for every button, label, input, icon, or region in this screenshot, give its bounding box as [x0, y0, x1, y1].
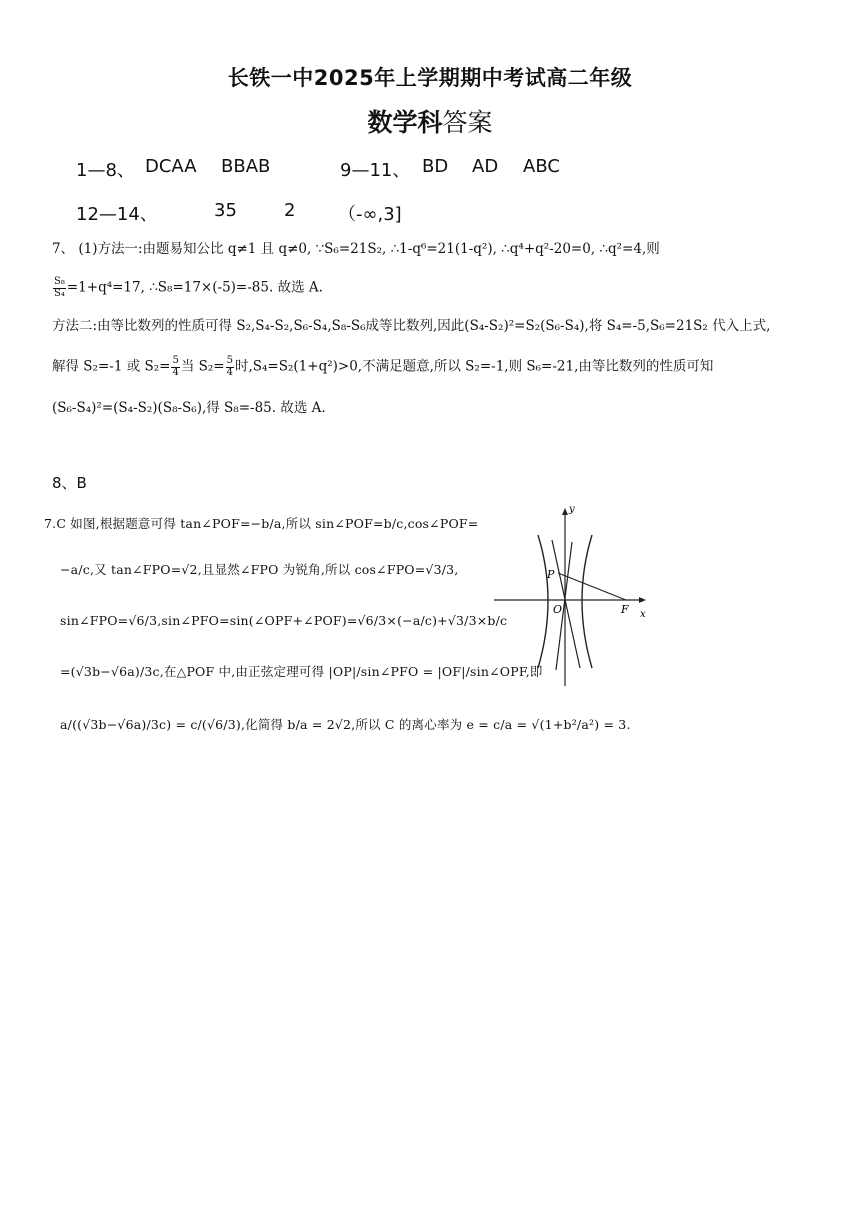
answer-row1-label2: 9—11、	[340, 160, 411, 181]
q8-heading: 8、B	[52, 474, 87, 492]
x-axis-arrow	[639, 597, 646, 603]
answer-row2-val2: 2	[284, 200, 296, 221]
answer-row1-val5: ABC	[523, 156, 560, 177]
label-x: x	[640, 609, 646, 620]
q7-fraction-s8-s4: $\frac{\text{S₈}}{\text{S₄}}$	[54, 276, 65, 299]
q7-line2: $\frac{\text{S₈}}{\text{S₄}}$ =1+q⁴=17, ∴S₈=17×(-5)=-85. 故选 A.	[54, 276, 323, 299]
subtitle-rest: 答案	[442, 108, 493, 137]
q8-solution-line5: a/((√3b−√6a)/3c) = c/(√6/3),化简得 b/a = 2√2,所以 C 的离心率为 e = c/a = √(1+b²/a²) = 3.	[60, 717, 631, 732]
answer-row1-val3: BD	[422, 156, 449, 177]
q7-line4: 解得 S₂=-1 或 S₂= $\frac{5}{4}$ 当 S₂= $\frac{5}{4}$ 时,S₄=S₂(1+q²)>0,不满足题意,所以 S₂=-1,则 S₆=-21,由等比数列的性质可知	[52, 355, 714, 378]
q7-fraction-5-4-a: $\frac{5}{4}$	[172, 355, 179, 378]
answer-row1-label1: 1—8、	[76, 160, 135, 181]
answer-row1-val1: DCAA	[145, 156, 197, 177]
q8-solution-line3: sin∠FPO=√6/3,sin∠PFO=sin(∠OPF+∠POF)=√6/3×(−a/c)+√3/3×b/c	[60, 613, 508, 628]
segment-pf	[558, 573, 626, 600]
answer-row2-label: 12—14、	[76, 204, 158, 225]
answer-row1-val4: AD	[472, 156, 499, 177]
q8-solution-line4: =(√3b−√6a)/3c,在△POF 中,由正弦定理可得 |OP|/sin∠PFO = |OF|/sin∠OPF,即	[60, 664, 543, 679]
q8-solution-line2: −a/c,又 tan∠FPO=√2,且显然∠FPO 为锐角,所以 cos∠FPO=√3/3,	[60, 562, 459, 577]
q7-line5: (S₆-S₄)²=(S₄-S₂)(S₈-S₆),得 S₈=-85. 故选 A.	[52, 400, 326, 416]
y-axis-arrow	[562, 508, 568, 515]
label-y: y	[569, 504, 575, 515]
q7-line3: 方法二:由等比数列的性质可得 S₂,S₄-S₂,S₆-S₄,S₈-S₆成等比数列,因此(S₄-S₂)²=S₂(S₆-S₄),将 S₄=-5,S₆=21S₂ 代入上式,	[52, 318, 771, 334]
answer-row2-val3: （-∞,3]	[338, 204, 402, 225]
hyperbola-figure	[490, 500, 650, 690]
label-p: P	[547, 568, 555, 581]
page-title: 长铁一中2025年上学期期中考试高二年级	[227, 66, 633, 90]
hyperbola-left-branch	[538, 535, 548, 668]
page-subtitle	[0, 103, 860, 139]
label-o: O	[553, 603, 563, 616]
subtitle-bold: 数学科	[367, 108, 443, 137]
q7-line1: 7、 (1)方法一:由题易知公比 q≠1 且 q≠0, ∵S₆=21S₂, ∴1-q⁶=21(1-q²), ∴q⁴+q²-20=0, ∴q²=4,则	[52, 241, 660, 257]
answer-row1-val2: BBAB	[221, 156, 271, 177]
q8-solution-line1: 7.C 如图,根据题意可得 tan∠POF=−b/a,所以 sin∠POF=b/c,cos∠POF=	[44, 516, 479, 531]
hyperbola-right-branch	[582, 535, 592, 668]
answer-row2-val1: 35	[214, 200, 237, 221]
q7-fraction-5-4-b: $\frac{5}{4}$	[226, 355, 233, 378]
label-f: F	[621, 603, 629, 616]
